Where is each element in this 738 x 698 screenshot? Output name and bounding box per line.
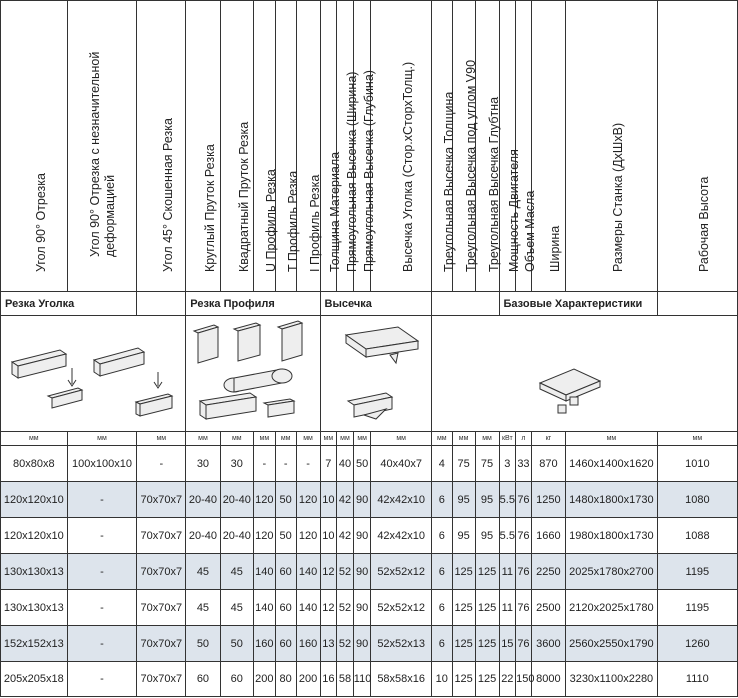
table-cell: 200 — [253, 662, 275, 697]
table-cell: 50 — [275, 482, 296, 518]
table-cell: 22 — [499, 662, 516, 697]
table-cell: 50 — [353, 446, 371, 482]
table-cell: 42x42x10 — [371, 518, 431, 554]
col-header: Ширина — [531, 1, 565, 292]
table-cell: 90 — [353, 482, 371, 518]
table-cell: - — [296, 446, 320, 482]
table-cell: 70x70x7 — [137, 662, 186, 697]
table-cell: 90 — [353, 554, 371, 590]
table-cell: - — [67, 518, 137, 554]
table-cell: 58x58x16 — [371, 662, 431, 697]
table-cell: 100x100x10 — [67, 446, 137, 482]
table-cell: 1260 — [657, 626, 737, 662]
table-cell: 58 — [337, 662, 354, 697]
unit-cell: мм — [353, 432, 371, 446]
table-cell: 160 — [296, 626, 320, 662]
col-header: Угол 45° Скошенная Резка — [137, 1, 186, 292]
group-label-base: Базовые Характеристики — [499, 292, 657, 316]
unit-cell: мм — [253, 432, 275, 446]
table-cell: 60 — [220, 662, 253, 697]
table-cell: 1250 — [531, 482, 565, 518]
table-cell: 90 — [353, 518, 371, 554]
table-cell: 2560x2550x1790 — [566, 626, 658, 662]
table-cell: 70x70x7 — [137, 554, 186, 590]
table-cell: 160 — [253, 626, 275, 662]
table-cell: 7 — [320, 446, 337, 482]
table-cell: - — [253, 446, 275, 482]
table-cell: 60 — [186, 662, 220, 697]
table-cell: 45 — [186, 554, 220, 590]
table-cell: 52 — [337, 554, 354, 590]
table-cell: 5.5 — [499, 482, 516, 518]
table-cell: 1980x1800x1730 — [566, 518, 658, 554]
table-cell: 110 — [353, 662, 371, 697]
table-cell: 200 — [296, 662, 320, 697]
table-cell: 12 — [320, 590, 337, 626]
table-cell: 140 — [296, 554, 320, 590]
table-cell: 50 — [275, 518, 296, 554]
table-cell: 6 — [431, 482, 452, 518]
table-cell: 3600 — [531, 626, 565, 662]
group-label-notch: Высечка — [320, 292, 431, 316]
group-spacer — [657, 292, 737, 316]
table-cell: 125 — [452, 590, 475, 626]
unit-cell: мм — [1, 432, 68, 446]
table-cell: 70x70x7 — [137, 518, 186, 554]
table-row — [1, 554, 738, 590]
table-cell: 76 — [516, 518, 532, 554]
table-cell: 150 — [516, 662, 532, 697]
col-header: Угол 90° Отрезка с незначительной деформацией — [67, 1, 137, 292]
unit-cell: мм — [566, 432, 658, 446]
data-rows — [1, 446, 738, 697]
table-cell: 33 — [516, 446, 532, 482]
table-cell: 30 — [220, 446, 253, 482]
table-cell: 125 — [475, 554, 499, 590]
table-cell: 2500 — [531, 590, 565, 626]
profile-cut-icon — [186, 319, 326, 429]
table-cell: 140 — [253, 554, 275, 590]
table-cell: 70x70x7 — [137, 590, 186, 626]
table-cell: 120x120x10 — [1, 518, 68, 554]
table-cell: 50 — [220, 626, 253, 662]
unit-cell: л — [516, 432, 532, 446]
table-cell: 4 — [431, 446, 452, 482]
table-cell: 152x152x13 — [1, 626, 68, 662]
col-header: Круглый Пруток Резка — [186, 1, 220, 292]
unit-cell: мм — [371, 432, 431, 446]
table-cell: 6 — [431, 590, 452, 626]
table-cell: 45 — [186, 590, 220, 626]
table-row — [1, 590, 738, 626]
table-cell: - — [67, 554, 137, 590]
table-cell: 13 — [320, 626, 337, 662]
unit-cell: мм — [296, 432, 320, 446]
table-cell: 52 — [337, 590, 354, 626]
unit-cell: мм — [275, 432, 296, 446]
table-cell: 205x205x18 — [1, 662, 68, 697]
table-cell: 1195 — [657, 554, 737, 590]
table-cell: 95 — [452, 518, 475, 554]
notching-illustration — [320, 316, 431, 432]
group-spacer — [137, 292, 186, 316]
col-header: T Профиль Резка — [275, 1, 296, 292]
table-cell: 140 — [253, 590, 275, 626]
table-cell: 870 — [531, 446, 565, 482]
table-cell: 10 — [320, 482, 337, 518]
table-cell: 70x70x7 — [137, 626, 186, 662]
table-cell: 20-40 — [186, 518, 220, 554]
angle-cut-icon — [8, 324, 178, 424]
table-cell: 6 — [431, 554, 452, 590]
table-cell: 125 — [475, 590, 499, 626]
unit-cell: мм — [320, 432, 337, 446]
unit-cell: мм — [137, 432, 186, 446]
table-cell: 80x80x8 — [1, 446, 68, 482]
table-cell: 76 — [516, 590, 532, 626]
table-cell: 8000 — [531, 662, 565, 697]
illustration-row — [1, 316, 738, 432]
table-cell: 140 — [296, 590, 320, 626]
table-cell: 125 — [452, 626, 475, 662]
angle-cutting-illustration — [1, 316, 186, 432]
table-cell: 60 — [275, 590, 296, 626]
table-cell: 45 — [220, 590, 253, 626]
table-row — [1, 626, 738, 662]
table-cell: 76 — [516, 626, 532, 662]
table-cell: 12 — [320, 554, 337, 590]
unit-cell: мм — [186, 432, 220, 446]
col-header: Угол 90° Отрезка — [1, 1, 68, 292]
table-row — [1, 662, 738, 697]
table-cell: 40x40x7 — [371, 446, 431, 482]
table-cell: 1010 — [657, 446, 737, 482]
table-cell: 52x52x12 — [371, 590, 431, 626]
table-cell: 50 — [186, 626, 220, 662]
table-cell: 11 — [499, 554, 516, 590]
table-cell: 60 — [275, 626, 296, 662]
unit-cell: кВт — [499, 432, 516, 446]
table-cell: 15 — [499, 626, 516, 662]
table-cell: 52 — [337, 626, 354, 662]
table-cell: 40 — [337, 446, 354, 482]
table-cell: 125 — [475, 626, 499, 662]
table-row — [1, 482, 738, 518]
table-cell: - — [67, 626, 137, 662]
table-cell: - — [137, 446, 186, 482]
table-cell: 95 — [475, 482, 499, 518]
table-row — [1, 446, 738, 482]
table-cell: - — [275, 446, 296, 482]
table-cell: 120 — [296, 518, 320, 554]
table-cell: 42x42x10 — [371, 482, 431, 518]
group-label-angle: Резка Уголка — [1, 292, 137, 316]
table-cell: 76 — [516, 554, 532, 590]
table-cell: 130x130x13 — [1, 590, 68, 626]
unit-cell: мм — [67, 432, 137, 446]
table-cell: 80 — [275, 662, 296, 697]
table-cell: 20-40 — [186, 482, 220, 518]
table-cell: 75 — [475, 446, 499, 482]
col-header: I Профиль Резка — [296, 1, 320, 292]
table-cell: - — [67, 482, 137, 518]
table-cell: 3 — [499, 446, 516, 482]
table-cell: 130x130x13 — [1, 554, 68, 590]
table-cell: 90 — [353, 626, 371, 662]
table-cell: 75 — [452, 446, 475, 482]
table-cell: 120x120x10 — [1, 482, 68, 518]
table-cell: 20-40 — [220, 482, 253, 518]
table-cell: - — [67, 662, 137, 697]
col-header: Треугольная Высечка Толщина — [431, 1, 452, 292]
col-header: Треугольная Высечка под углом V90 — [452, 1, 475, 292]
col-header: Толщина Материала — [320, 1, 337, 292]
unit-cell: кг — [531, 432, 565, 446]
table-cell: 2120x2025x1780 — [566, 590, 658, 626]
col-header: Рабочая Высота — [657, 1, 737, 292]
table-cell: 30 — [186, 446, 220, 482]
table-cell: 95 — [452, 482, 475, 518]
notching-illustration-2 — [431, 316, 737, 432]
table-cell: 20-40 — [220, 518, 253, 554]
table-cell: 70x70x7 — [137, 482, 186, 518]
table-cell: 1460x1400x1620 — [566, 446, 658, 482]
table-cell: 6 — [431, 518, 452, 554]
table-cell: 10 — [320, 518, 337, 554]
table-cell: 3230x1100x2280 — [566, 662, 658, 697]
unit-cell: мм — [337, 432, 354, 446]
table-cell: 1110 — [657, 662, 737, 697]
table-cell: 42 — [337, 482, 354, 518]
table-cell: 120 — [296, 482, 320, 518]
table-cell: 52x52x12 — [371, 554, 431, 590]
unit-cell: мм — [431, 432, 452, 446]
table-cell: 95 — [475, 518, 499, 554]
profile-cutting-illustration — [186, 316, 320, 432]
units-row — [1, 432, 738, 446]
table-cell: 1195 — [657, 590, 737, 626]
table-cell: 1660 — [531, 518, 565, 554]
col-header: Размеры Станка (ДхШхВ) — [566, 1, 658, 292]
table-cell: 6 — [431, 626, 452, 662]
table-cell: 1080 — [657, 482, 737, 518]
unit-cell: мм — [452, 432, 475, 446]
table-cell: 11 — [499, 590, 516, 626]
unit-cell: мм — [657, 432, 737, 446]
table-cell: 60 — [275, 554, 296, 590]
table-row — [1, 518, 738, 554]
col-header: Высечка Уголка (Стор.xСторхТолщ.) — [371, 1, 431, 292]
table-cell: 45 — [220, 554, 253, 590]
table-cell: 52x52x13 — [371, 626, 431, 662]
table-cell: 120 — [253, 482, 275, 518]
col-header: Треугольная Высечка Глубтна — [475, 1, 499, 292]
table-cell: 90 — [353, 590, 371, 626]
corner-notch-icon — [534, 319, 634, 429]
table-cell: 2025x1780x2700 — [566, 554, 658, 590]
col-header: Прямоугольная Высечка (Глубина) — [353, 1, 371, 292]
table-cell: 125 — [452, 554, 475, 590]
table-cell: 1088 — [657, 518, 737, 554]
col-header: Объем Масла — [516, 1, 532, 292]
table-cell: 42 — [337, 518, 354, 554]
header-row — [1, 1, 738, 292]
unit-cell: мм — [220, 432, 253, 446]
group-label-profile: Резка Профиля — [186, 292, 320, 316]
col-header: U Профиль Резка — [253, 1, 275, 292]
col-header: Мощность Двигателя — [499, 1, 516, 292]
table-cell: 2250 — [531, 554, 565, 590]
table-cell: 76 — [516, 482, 532, 518]
table-cell: 125 — [475, 662, 499, 697]
table-cell: 125 — [452, 662, 475, 697]
col-header: Квадратный Пруток Резка — [220, 1, 253, 292]
notch-icon — [326, 319, 426, 429]
table-cell: 16 — [320, 662, 337, 697]
table-cell: - — [67, 590, 137, 626]
col-header: Прямоугольная Высечка (Ширина) — [337, 1, 354, 292]
table-cell: 120 — [253, 518, 275, 554]
table-cell: 1480x1800x1730 — [566, 482, 658, 518]
table-cell: 5.5 — [499, 518, 516, 554]
group-spacer — [431, 292, 499, 316]
unit-cell: мм — [475, 432, 499, 446]
table-cell: 10 — [431, 662, 452, 697]
group-row — [1, 292, 738, 316]
